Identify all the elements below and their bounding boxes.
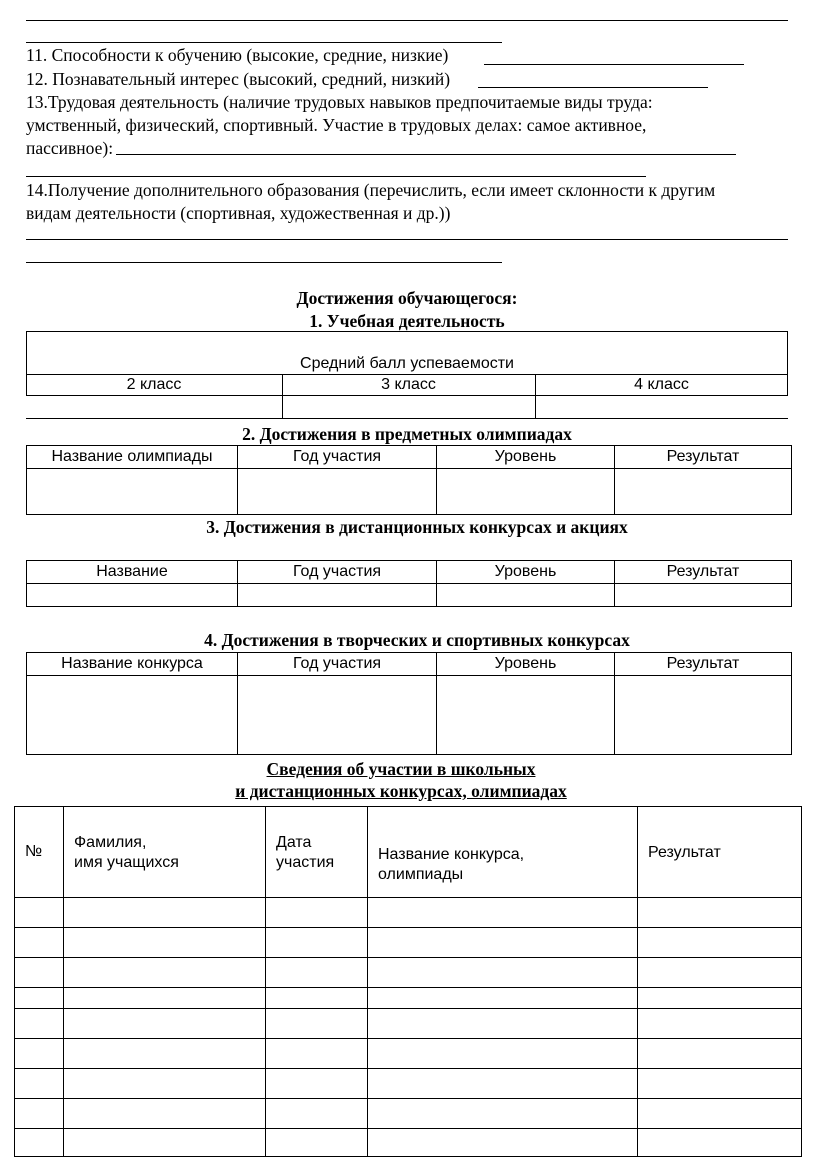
achievements-title: Достижения обучающегося: — [296, 288, 518, 308]
col-student-name-line-2: имя учащихся — [74, 854, 179, 871]
item-12-fill-line[interactable] — [478, 87, 708, 88]
cell[interactable] — [266, 898, 368, 928]
cell[interactable] — [638, 958, 802, 988]
col-result: Результат — [615, 561, 792, 584]
cell[interactable] — [368, 898, 638, 928]
distance-contests-table — [26, 560, 792, 607]
item-11-fill-line[interactable] — [484, 64, 744, 65]
cell[interactable] — [615, 676, 792, 755]
table-row — [15, 1039, 802, 1069]
cell[interactable] — [15, 1099, 64, 1129]
cell[interactable] — [266, 1099, 368, 1129]
col-level: Уровень — [437, 561, 615, 584]
cell[interactable] — [437, 469, 615, 515]
cell[interactable] — [638, 898, 802, 928]
cell[interactable] — [437, 676, 615, 755]
col-year: Год участия — [238, 653, 437, 676]
item-14-line-1: 14.Получение дополнительного образования (перечислить, если имеет склонности к другим — [26, 180, 716, 200]
cell[interactable] — [368, 1099, 638, 1129]
col-contest-line-2: олимпиады — [378, 866, 464, 883]
average-score-label: Средний балл успеваемости — [300, 355, 514, 372]
participation-title-line-1: Сведения об участии в школьных — [266, 759, 536, 779]
cell[interactable] — [638, 1099, 802, 1129]
col-level: Уровень — [437, 653, 615, 676]
cell[interactable] — [368, 928, 638, 958]
item-13-fill-line[interactable] — [116, 154, 736, 155]
cell[interactable] — [266, 928, 368, 958]
section-2-title: 2. Достижения в предметных олимпиадах — [242, 424, 572, 444]
col-date-line-2: участия — [276, 854, 335, 871]
cell[interactable] — [64, 1099, 266, 1129]
participation-title-line-2: и дистанционных конкурсах, олимпиадах — [235, 781, 567, 801]
fill-line — [26, 42, 502, 43]
table-row — [15, 988, 802, 1009]
grade-4-header: 4 класс — [634, 376, 689, 393]
item-14-fill-line-2[interactable] — [26, 262, 502, 263]
cell[interactable] — [638, 1039, 802, 1069]
cell[interactable] — [27, 469, 238, 515]
cell[interactable] — [64, 898, 266, 928]
cell[interactable] — [64, 1009, 266, 1039]
cell[interactable] — [266, 1009, 368, 1039]
section-3-title: 3. Достижения в дистанционных конкурсах и акциях — [206, 517, 628, 537]
cell[interactable] — [266, 958, 368, 988]
olympiads-table — [26, 445, 792, 515]
cell[interactable] — [27, 676, 238, 755]
cell[interactable] — [615, 469, 792, 515]
table-row — [15, 958, 802, 988]
cell[interactable] — [15, 1009, 64, 1039]
item-14-fill-line[interactable] — [26, 239, 788, 240]
col-contest-name: Название конкурса — [27, 653, 238, 676]
cell[interactable] — [368, 1129, 638, 1157]
item-14-line-2: видам деятельности (спортивная, художественная и др.)) — [26, 203, 451, 223]
col-olympiad-name: Название олимпиады — [27, 446, 238, 469]
cell[interactable] — [437, 584, 615, 607]
cell[interactable] — [266, 1129, 368, 1157]
col-student-name — [64, 807, 266, 898]
cell[interactable] — [368, 958, 638, 988]
cell[interactable] — [15, 1129, 64, 1157]
cell[interactable] — [15, 928, 64, 958]
cell[interactable] — [15, 1039, 64, 1069]
cell[interactable] — [15, 958, 64, 988]
cell[interactable] — [238, 469, 437, 515]
cell[interactable] — [64, 928, 266, 958]
cell[interactable] — [64, 1069, 266, 1099]
col-contest — [368, 807, 638, 898]
cell[interactable] — [368, 1009, 638, 1039]
col-result: Результат — [638, 807, 802, 898]
cell[interactable] — [638, 988, 802, 1009]
cell[interactable] — [638, 1009, 802, 1039]
cell[interactable] — [64, 1039, 266, 1069]
section-1-title: 1. Учебная деятельность — [309, 311, 505, 331]
table-row — [15, 898, 802, 928]
table-row — [15, 928, 802, 958]
col-year: Год участия — [238, 561, 437, 584]
col-number: № — [15, 807, 64, 898]
cell[interactable] — [368, 1069, 638, 1099]
col-name: Название — [27, 561, 238, 584]
cell[interactable] — [638, 928, 802, 958]
col-date — [266, 807, 368, 898]
cell[interactable] — [266, 988, 368, 1009]
grade-2-header: 2 класс — [126, 376, 182, 393]
item-13-line-1: 13.Трудовая деятельность (наличие трудовых навыков предпочитаемые виды труда: — [26, 92, 653, 112]
item-11-label: 11. Способности к обучению (высокие, средние, низкие) — [26, 45, 449, 65]
cell[interactable] — [238, 676, 437, 755]
cell[interactable] — [27, 584, 238, 607]
table-row — [15, 1099, 802, 1129]
col-result: Результат — [615, 653, 792, 676]
col-student-name-line-1: Фамилия, — [74, 834, 147, 851]
cell[interactable] — [64, 988, 266, 1009]
cell[interactable] — [638, 1069, 802, 1099]
grade-3-header: 3 класс — [381, 376, 436, 393]
cell[interactable] — [266, 1039, 368, 1069]
col-result: Результат — [615, 446, 792, 469]
cell[interactable] — [368, 988, 638, 1009]
item-13-line-2: умственный, физический, спортивный. Участие в трудовых делах: самое активное, — [26, 115, 647, 135]
cell[interactable] — [15, 898, 64, 928]
table-row — [15, 1069, 802, 1099]
table-row — [15, 1009, 802, 1039]
cell[interactable] — [64, 1129, 266, 1157]
col-level: Уровень — [437, 446, 615, 469]
participation-table — [14, 806, 802, 1157]
grades-table — [26, 331, 788, 419]
item-13-line-3: пассивное): — [26, 138, 114, 158]
cell[interactable] — [238, 584, 437, 607]
section-4-title: 4. Достижения в творческих и спортивных конкурсах — [204, 630, 630, 650]
cell[interactable] — [368, 1039, 638, 1069]
creative-sports-table — [26, 652, 792, 755]
item-12-label: 12. Познавательный интерес (высокий, средний, низкий) — [26, 69, 451, 89]
col-date-line-1: Дата — [276, 834, 312, 851]
cell[interactable] — [15, 988, 64, 1009]
cell[interactable] — [15, 1069, 64, 1099]
table-row — [15, 1129, 802, 1157]
col-contest-line-1: Название конкурса, — [378, 846, 525, 863]
cell[interactable] — [64, 958, 266, 988]
col-year: Год участия — [238, 446, 437, 469]
cell[interactable] — [266, 1069, 368, 1099]
fill-line — [26, 20, 788, 21]
cell[interactable] — [615, 584, 792, 607]
item-13-fill-line-2[interactable] — [26, 176, 646, 177]
cell[interactable] — [638, 1129, 802, 1157]
